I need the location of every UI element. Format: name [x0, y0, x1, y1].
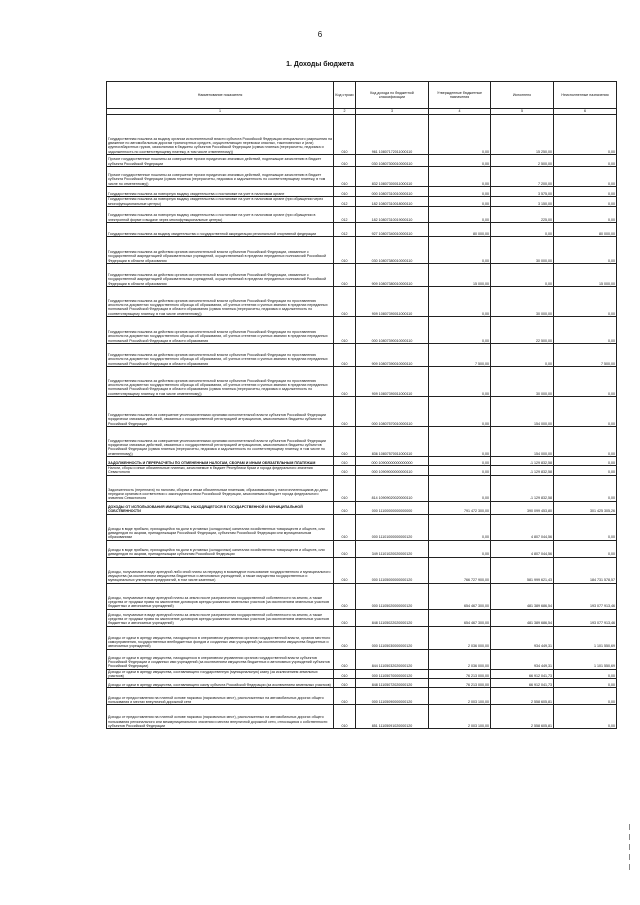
row-name: Доходы, получаемые в виде арендной платы за земли после разграничения государственной собственности на землю, а также средства от продажи права на заключение договоров аренды указанных земельных участков (за исключением земельных участков бюджетных и автономных учреждений): [107, 609, 334, 626]
header-executed: Исполнено: [491, 82, 554, 109]
row-approved: 0,00: [429, 475, 491, 501]
row-name: Прочие государственные пошлины за совершение прочих юридически значимых действий, подлежащие зачислению в бюджет субъекта Российской Федерации: [107, 155, 334, 167]
row-approved: 2 036 000,00: [429, 649, 491, 669]
row-unexecuted: 0,00: [554, 207, 617, 223]
table-row: [107, 223, 617, 237]
row-executed: 30 000,00: [491, 237, 554, 264]
row-name: Задолженность (переплата) по налогам, сборам и иным обязательным платежам, образовавшаяся у налогоплательщиков до даты передачи органам в соответствии с законодательством Российской Федерации, зачисляемая в бюджет города федерального значения Севастополя: [107, 475, 334, 501]
table-row: [107, 457, 617, 466]
row-line-code: 010: [334, 609, 356, 626]
row-approved: 0,00: [429, 317, 491, 344]
row-name: Доходы от сдачи в аренду имущества, находящегося в оперативном управлении органов государственной власти субъектов Российской Федерации и созданных ими учреждений (за исключением имущества бюджетных и автономных учреждений субъектов Российской Федерации): [107, 649, 334, 669]
table-row: [107, 397, 617, 427]
row-unexecuted: 0,00: [554, 237, 617, 264]
row-executed: 0,00: [491, 264, 554, 287]
row-name: Государственная пошлина за повторную выдачу свидетельства о постановке на учет в налоговом органе (при обращении через многофункциональные центры): [107, 197, 334, 207]
row-budget-code: 030 10807300010000110: [356, 155, 429, 167]
scan-edge-mark: [626, 820, 634, 880]
row-unexecuted: 0,00: [554, 705, 617, 729]
row-executed: 4 807 044,56: [491, 514, 554, 540]
row-name: Доходы от предоставления на платной основе парковок (парковочных мест), расположенных на автомобильных дорогах общего пользования регионального или межмуниципального значения и местах внеуличной дорожной сети, относящихся к собственности субъектов Российской Федерации: [107, 705, 334, 729]
row-budget-code: 961 10807172011000110: [356, 115, 429, 155]
row-name: Доходы в виде прибыли, приходящейся на доли в уставных (складочных) капиталах хозяйственных товариществ и обществ, или дивидендов по акциям, принадлежащим субъектам Российской Федерации: [107, 540, 334, 557]
row-unexecuted: 0,00: [554, 115, 617, 155]
row-unexecuted: 0,00: [554, 514, 617, 540]
row-line-code: 010: [334, 679, 356, 688]
row-line-code: 010: [334, 317, 356, 344]
row-line-code: 010: [334, 626, 356, 649]
row-approved: 0,00: [429, 540, 491, 557]
row-unexecuted: 0,00: [554, 688, 617, 705]
row-line-code: 012: [334, 223, 356, 237]
row-line-code: 010: [334, 540, 356, 557]
row-unexecuted: 0,00: [554, 155, 617, 167]
row-unexecuted: 0,00: [554, 427, 617, 457]
row-name: Государственная пошлина за действия органов исполнительной власти субъектов Российской Федерации, связанные с государственной аккредитацией образовательных учреждений, осуществляемой в пределах переданных полномочий Российской Федерации в области образования: [107, 264, 334, 287]
row-executed: 22 500,00: [491, 317, 554, 344]
row-budget-code: 909 10807390011000110: [356, 287, 429, 317]
table-header-row: [107, 82, 617, 109]
row-budget-code: 814 10909020020000110: [356, 475, 429, 501]
table-row: [107, 705, 617, 729]
row-budget-code: 000 10900000000000000: [356, 457, 429, 466]
header-name: Наименование показателя: [107, 82, 334, 109]
table-row: [107, 475, 617, 501]
row-executed: 30 000,00: [491, 367, 554, 397]
row-executed: 66 912 041,73: [491, 669, 554, 679]
table-row: [107, 207, 617, 223]
row-unexecuted: 1 101 550,69: [554, 626, 617, 649]
row-unexecuted: 0,00: [554, 367, 617, 397]
row-budget-code: 000 10807570010000110: [356, 397, 429, 427]
table-row: [107, 649, 617, 669]
row-executed: 3 575,00: [491, 187, 554, 197]
column-number: 3: [356, 109, 429, 115]
row-approved: 654 467 300,00: [429, 583, 491, 609]
row-budget-code: 832 10807300011000110: [356, 167, 429, 187]
row-approved: 0,00: [429, 197, 491, 207]
row-name: Доходы, получаемые в виде арендной платы за земли после разграничения государственной собственности на землю, а также средства от продажи права на заключение договоров аренды указанных земельных участков (за исключением земельных участков бюджетных и автономных учреждений): [107, 583, 334, 609]
table-row: [107, 669, 617, 679]
row-budget-code: 927 10807340010000110: [356, 223, 429, 237]
row-unexecuted: 0,00: [554, 679, 617, 688]
row-executed: 0,00: [491, 223, 554, 237]
table-row: [107, 155, 617, 167]
row-name: Государственная пошлина за повторную выдачу свидетельства о постановке на учет в налоговом органе (при обращении в электронной форме и выдаче через многофункциональные центры): [107, 207, 334, 223]
row-approved: 76 213 000,00: [429, 679, 491, 688]
row-line-code: 010: [334, 427, 356, 457]
column-number: 2: [334, 109, 356, 115]
row-budget-code: 349 11101020020000120: [356, 540, 429, 557]
row-executed: 0,00: [491, 344, 554, 367]
table-row: [107, 514, 617, 540]
row-line-code: 010: [334, 264, 356, 287]
row-executed: 15 250,00: [491, 115, 554, 155]
row-line-code: 010: [334, 475, 356, 501]
row-approved: 0,00: [429, 397, 491, 427]
row-budget-code: 000 11101000000000120: [356, 514, 429, 540]
row-approved: 7 500,00: [429, 344, 491, 367]
row-unexecuted: 0,00: [554, 187, 617, 197]
row-name: Налоги, сборы и иные обязательные платежи, зачисляемые в бюджет Республики Крым и города федерального значения Севастополя: [107, 466, 334, 476]
row-approved: 15 000,00: [429, 264, 491, 287]
row-budget-code: 000 11105070000000120: [356, 669, 429, 679]
page-number: 6: [317, 30, 323, 39]
row-executed: 581 999 621,43: [491, 557, 554, 583]
row-budget-code: 836 10807570011000110: [356, 427, 429, 457]
row-approved: 2 036 000,00: [429, 626, 491, 649]
table-row: [107, 609, 617, 626]
row-name: Государственная пошлина за действия органов исполнительной власти субъектов Российской Федерации по проставлению апостиля на документах государственного образца об образовании, об ученых степенях и ученых званиях в пределах переданных полномочий Российской Федерации в области образования (сумма платежа (перерасчеты, недоимка и задолженность по соответствующему платежу, в том числе отмененному)): [107, 287, 334, 317]
row-line-code: 010: [334, 688, 356, 705]
row-executed: 66 912 041,73: [491, 679, 554, 688]
row-unexecuted: 0,00: [554, 540, 617, 557]
row-approved: 0,00: [429, 187, 491, 197]
row-budget-code: 909 10807390010000110: [356, 344, 429, 367]
row-budget-code: 030 10807380010000110: [356, 237, 429, 264]
row-unexecuted: 80 000,00: [554, 223, 617, 237]
income-table: [106, 81, 617, 729]
table-row: [107, 187, 617, 197]
row-unexecuted: 0,00: [554, 197, 617, 207]
row-line-code: 010: [334, 457, 356, 466]
row-approved: 0,00: [429, 237, 491, 264]
row-unexecuted: 0,00: [554, 475, 617, 501]
table-row: [107, 501, 617, 514]
header-line-code: Код строки: [334, 82, 356, 109]
row-executed: 481 389 686,54: [491, 609, 554, 626]
table-row: [107, 197, 617, 207]
row-line-code: 010: [334, 583, 356, 609]
row-line-code: 010: [334, 167, 356, 187]
row-executed: 390 099 453,80: [491, 501, 554, 514]
row-line-code: 010: [334, 344, 356, 367]
row-executed: -1 129 832,58: [491, 475, 554, 501]
row-line-code: 010: [334, 287, 356, 317]
row-executed: -1 129 832,58: [491, 457, 554, 466]
row-name: Доходы в виде прибыли, приходящейся на доли в уставных (складочных) капиталах хозяйственных товариществ и обществ, или дивидендов по акциям, принадлежащим Российской Федерации, субъектам Российской Федерации или муниципальным образованиям: [107, 514, 334, 540]
row-budget-code: 851 11105091020000120: [356, 705, 429, 729]
row-budget-code: 000 11100000000000000: [356, 501, 429, 514]
row-executed: 30 000,00: [491, 287, 554, 317]
row-line-code: 010: [334, 367, 356, 397]
table-row: [107, 427, 617, 457]
row-line-code: 010: [334, 514, 356, 540]
row-approved: 766 727 900,00: [429, 557, 491, 583]
row-unexecuted: 0,00: [554, 317, 617, 344]
row-approved: 2 003 100,00: [429, 705, 491, 729]
row-name: Доходы от предоставления на платной основе парковок (парковочных мест), расположенных на автомобильных дорогах общего пользования и местах внеуличной дорожной сети: [107, 688, 334, 705]
row-unexecuted: 193 077 913,46: [554, 609, 617, 626]
row-name: Государственная пошлина за совершение уполномоченными органами исполнительной власти субъектов Российской Федерации юридически значимых действий, связанных с государственной регистрацией аттракционов, зачисляемая в бюджеты субъектов Российской Федерации: [107, 397, 334, 427]
row-line-code: 010: [334, 705, 356, 729]
table-row: [107, 317, 617, 344]
row-approved: 0,00: [429, 514, 491, 540]
table-row: [107, 167, 617, 187]
column-number: 5: [491, 109, 554, 115]
row-name: Государственная пошлина за выдачу органом исполнительной власти субъекта Российской Федерации специального разрешения на движение по автомобильным дорогам транспортных средств, осуществляющих перевозки опасных, тяжеловесных и (или) крупногабаритных грузов, зачисляемая в бюджеты субъектов Российской Федерации (сумма платежа (перерасчеты, недоимка и задолженность по соответствующему платежу, в том числе отмененному)): [107, 115, 334, 155]
row-budget-code: 000 11105090000000120: [356, 688, 429, 705]
table-row: [107, 540, 617, 557]
row-budget-code: 000 10807310010000110: [356, 187, 429, 197]
row-unexecuted: 184 731 578,57: [554, 557, 617, 583]
row-name: Государственная пошлина за действия органов исполнительной власти субъектов Российской Федерации по проставлению апостиля на документах государственного образца об образовании, об ученых степенях и ученых званиях в пределах переданных полномочий Российской Федерации в области образования (сумма платежа (перерасчеты, недоимка и задолженность по соответствующему платежу, в том числе отмененному)): [107, 367, 334, 397]
row-name: Государственная пошлина за совершение уполномоченными органами исполнительной власти субъектов Российской Федерации юридически значимых действий, связанных с государственной регистрацией аттракционов, зачисляемая в бюджеты субъектов Российской Федерации (сумма платежа (перерасчеты, недоимка и задолженность по соответствующему платежу, в том числе по отмененному)): [107, 427, 334, 457]
row-approved: 791 472 300,00: [429, 501, 491, 514]
row-name: ЗАДОЛЖЕННОСТЬ И ПЕРЕРАСЧЕТЫ ПО ОТМЕНЕННЫМ НАЛОГАМ, СБОРАМ И ИНЫМ ОБЯЗАТЕЛЬНЫМ ПЛАТЕЖАМ: [107, 457, 334, 466]
row-unexecuted: 0,00: [554, 457, 617, 466]
table-row: [107, 367, 617, 397]
row-line-code: 010: [334, 501, 356, 514]
row-executed: 481 389 686,54: [491, 583, 554, 609]
row-budget-code: 848 11105022020000120: [356, 609, 429, 626]
row-name: Доходы, получаемые в виде арендной либо иной платы за передачу в возмездное пользование государственного и муниципального имущества (за исключением имущества бюджетных и автономных учреждений, а также имущества государственных и муниципальных унитарных предприятий, в том числе казенных): [107, 557, 334, 583]
table-row: [107, 583, 617, 609]
row-budget-code: 182 10807310019000110: [356, 207, 429, 223]
row-executed: 7 200,00: [491, 167, 554, 187]
row-name: Государственная пошлина за повторную выдачу свидетельства о постановке на учет в налоговом органе: [107, 187, 334, 197]
row-name: Доходы от сдачи в аренду имущества, составляющего казну субъекта Российской Федерации (за исключением земельных участков): [107, 679, 334, 688]
table-row: [107, 626, 617, 649]
row-name: Государственная пошлина за выдачу свидетельства о государственной аккредитации региональной спортивной федерации: [107, 223, 334, 237]
row-line-code: 010: [334, 237, 356, 264]
row-executed: 154 000,00: [491, 397, 554, 427]
row-line-code: 010: [334, 155, 356, 167]
row-line-code: 010: [334, 115, 356, 155]
row-name: Государственная пошлина за действия органов исполнительной власти субъектов Российской Федерации, связанные с государственной аккредитацией образовательных учреждений, осуществляемой в пределах переданных полномочий Российской Федерации в области образования: [107, 237, 334, 264]
row-executed: 154 000,00: [491, 427, 554, 457]
row-approved: 2 003 100,00: [429, 688, 491, 705]
row-budget-code: 000 10807390010000110: [356, 317, 429, 344]
row-unexecuted: 1 101 550,69: [554, 649, 617, 669]
row-approved: 0,00: [429, 466, 491, 476]
row-line-code: 012: [334, 197, 356, 207]
row-executed: 225,00: [491, 207, 554, 223]
table-row: [107, 557, 617, 583]
row-approved: 0,00: [429, 167, 491, 187]
row-line-code: 010: [334, 669, 356, 679]
row-approved: 654 467 300,00: [429, 609, 491, 626]
header-unexecuted: Неисполненные назначения: [554, 82, 617, 109]
row-unexecuted: 15 000,00: [554, 264, 617, 287]
row-unexecuted: 0,00: [554, 669, 617, 679]
section-title: 1. Доходы бюджета: [286, 61, 354, 68]
row-budget-code: 848 11105072020000120: [356, 679, 429, 688]
row-unexecuted: 0,00: [554, 466, 617, 476]
row-approved: 0,00: [429, 457, 491, 466]
row-executed: -1 129 832,58: [491, 466, 554, 476]
row-name: Государственная пошлина за действия органов исполнительной власти субъектов Российской Федерации по проставлению апостиля на документах государственного образца об образовании, об ученых степенях и ученых званиях в пределах переданных полномочий Российской Федерации в области образования: [107, 344, 334, 367]
row-executed: 2 558 605,81: [491, 705, 554, 729]
row-line-code: 012: [334, 207, 356, 223]
row-unexecuted: 193 077 913,46: [554, 583, 617, 609]
row-executed: 2 558 605,81: [491, 688, 554, 705]
row-executed: 934 449,31: [491, 626, 554, 649]
row-budget-code: 000 11105020000000120: [356, 583, 429, 609]
row-budget-code: 909 10807380010000110: [356, 264, 429, 287]
row-line-code: 010: [334, 649, 356, 669]
header-budget-code: Код дохода по бюджетной классификации: [356, 82, 429, 109]
row-name: Доходы от сдачи в аренду имущества, составляющего государственную (муниципальную) казну (за исключением земельных участков): [107, 669, 334, 679]
row-budget-code: 844 11105032020000120: [356, 649, 429, 669]
column-number: 4: [429, 109, 491, 115]
row-name: Прочие государственные пошлины за совершение прочих юридически значимых действий, подлежащие зачислению в бюджет субъекта Российской Федерации (сумма платежа (перерасчеты, недоимка и задолженность по соответствующему платежу, в том числе по отмененному)): [107, 167, 334, 187]
row-unexecuted: 301 425 305,26: [554, 501, 617, 514]
column-number: 1: [107, 109, 334, 115]
table-row: [107, 264, 617, 287]
header-approved: Утвержденные бюджетные назначения: [429, 82, 491, 109]
row-name: ДОХОДЫ ОТ ИСПОЛЬЗОВАНИЯ ИМУЩЕСТВА, НАХОДЯЩЕГОСЯ В ГОСУДАРСТВЕННОЙ И МУНИЦИПАЛЬНОЙ СОБСТВЕННОСТИ: [107, 501, 334, 514]
row-budget-code: 909 10807390011000110: [356, 367, 429, 397]
row-line-code: 010: [334, 397, 356, 427]
row-approved: 0,00: [429, 207, 491, 223]
row-unexecuted: 0,00: [554, 397, 617, 427]
row-name: Государственная пошлина за действия органов исполнительной власти субъектов Российской Федерации по проставлению апостиля на документах государственного образца об образовании, об ученых степенях и ученых званиях в пределах переданных полномочий Российской Федерации в области образования: [107, 317, 334, 344]
row-budget-code: 000 10909000000000110: [356, 466, 429, 476]
row-executed: 934 449,31: [491, 649, 554, 669]
row-executed: 2 500,00: [491, 155, 554, 167]
row-approved: 80 000,00: [429, 223, 491, 237]
table-row: [107, 237, 617, 264]
table-row: [107, 344, 617, 367]
table-row: [107, 679, 617, 688]
row-approved: 0,00: [429, 367, 491, 397]
row-approved: 0,00: [429, 155, 491, 167]
table-body: [107, 115, 617, 729]
row-approved: 76 213 000,00: [429, 669, 491, 679]
row-budget-code: 182 10807310018000110: [356, 197, 429, 207]
row-executed: 4 807 044,56: [491, 540, 554, 557]
row-unexecuted: 0,00: [554, 167, 617, 187]
row-budget-code: 000 11105000000000120: [356, 557, 429, 583]
table-row: [107, 688, 617, 705]
table-row: [107, 115, 617, 155]
row-approved: 0,00: [429, 427, 491, 457]
row-line-code: 010: [334, 557, 356, 583]
row-unexecuted: 7 500,00: [554, 344, 617, 367]
row-line-code: 010: [334, 187, 356, 197]
column-number: 6: [554, 109, 617, 115]
row-budget-code: 000 11105030000000120: [356, 626, 429, 649]
row-executed: 3 150,00: [491, 197, 554, 207]
row-line-code: 010: [334, 466, 356, 476]
row-approved: 0,00: [429, 115, 491, 155]
row-unexecuted: 0,00: [554, 287, 617, 317]
row-name: Доходы от сдачи в аренду имущества, находящегося в оперативном управлении органов государственной власти, органов местного самоуправления, государственных внебюджетных фондов и созданных ими учреждений (за исключением имущества бюджетных и автономных учреждений): [107, 626, 334, 649]
table-row: [107, 466, 617, 476]
table-row: [107, 287, 617, 317]
row-approved: 0,00: [429, 287, 491, 317]
